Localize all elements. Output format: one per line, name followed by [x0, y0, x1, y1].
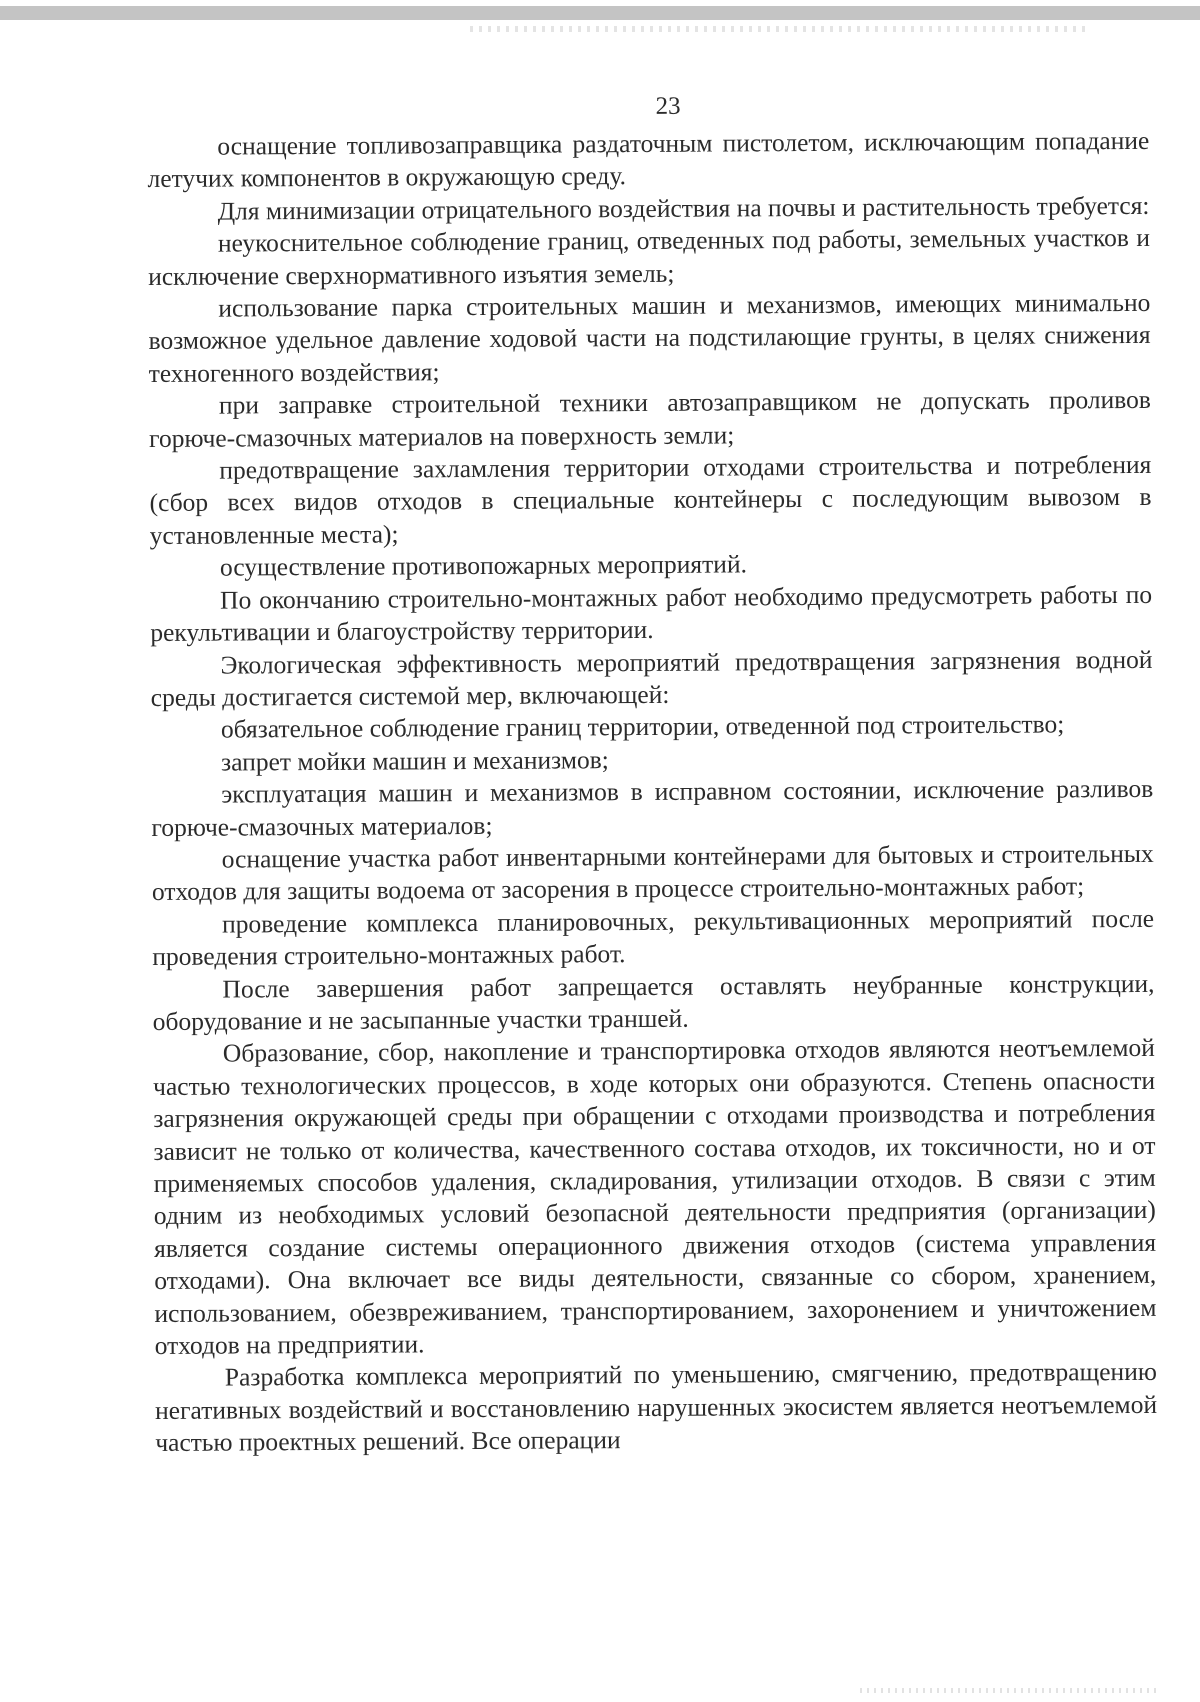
document-page	[147, 84, 1157, 1460]
scan-noise-bottom	[860, 1688, 1160, 1693]
paragraph: Разработка комплекса мероприятий по уменьшению, смягчению, предотвращению негативных воздействий и восстановлению нарушенных экосистем является неотъемлемой частью проектных решений. Все операции	[154, 1357, 1158, 1458]
paragraph: обязательное соблюдение границ территории, отведенной под строительство;	[220, 709, 1065, 744]
paragraph: Для минимизации отрицательного воздействия на почвы и растительность требуется:	[217, 190, 1150, 226]
page-number: 23	[655, 92, 681, 120]
paragraph: запрет мойки машин и механизмов;	[221, 744, 609, 777]
paragraph: проведение комплекса планировочных, рекультивационных мероприятий после проведения строительно-монтажных работ.	[152, 903, 1155, 972]
paragraph: оснащение топливозаправщика раздаточным пистолетом, исключающим попадание летучих компонентов в окружающую среду.	[147, 125, 1150, 194]
paragraph: использование парка строительных машин и механизмов, имеющих минимально возможное удельное давление ходовой части на подстилающие грунты, в целях снижения техногенного воздействия;	[148, 287, 1151, 388]
paragraph: осуществление противопожарных мероприятий.	[219, 549, 748, 582]
paragraph: оснащение участка работ инвентарными контейнерами для бытовых и строительных отходов для защиты водоема от засорения в процессе строительно-монтажных работ;	[151, 838, 1154, 907]
paragraph: при заправке строительной техники автозаправщиком не допускать проливов горюче-смазочных материалов на поверхность земли;	[149, 385, 1151, 453]
paragraph: эксплуатация машин и механизмов в исправном состоянии, исключение разливов горюче-смазочных материалов;	[151, 773, 1154, 842]
paragraph: Образование, сбор, накопление и транспортировка отходов являются неотъемлемой частью технологических процессов, в ходе которых они образуются. Степень опасности загрязнения окружающей среды при обращении с отходами производства и потребления зависит не только от количества, качественного состава отходов, их токсичности, но и от применяемых способов удаления, складирования, утилизации отходов. В связи с этим одним из необходимых условий безопасной деятельности предприятия (организации) является создание системы операционного движения отходов (система управления отходами). Она включает все виды деятельности, связанные со сбором, хранением, использованием, обезвреживанием, транспортированием, захоронением и уничтожением отходов на предприятии.	[152, 1033, 1157, 1361]
paragraph: неукоснительное соблюдение границ, отведенных под работы, земельных участков и исключение сверхнормативного изъятия земель;	[148, 223, 1151, 291]
scan-noise-top	[470, 26, 1090, 32]
paragraph: По окончанию строительно-монтажных работ необходимо предусмотреть работы по рекультивации и благоустройству территории.	[150, 579, 1153, 648]
paragraph: После завершения работ запрещается оставлять неубранные конструкции, оборудование и не засыпанные участки траншей.	[152, 968, 1155, 1036]
paragraph: предотвращение захламления территории отходами строительства и потребления (сбор всех видов отходов в специальные контейнеры с последующим вывозом в установленные места);	[149, 449, 1152, 550]
paragraph: Экологическая эффективность мероприятий предотвращения загрязнения водной среды достигается системой мер, включающей:	[150, 644, 1153, 712]
scan-top-edge	[0, 6, 1200, 20]
